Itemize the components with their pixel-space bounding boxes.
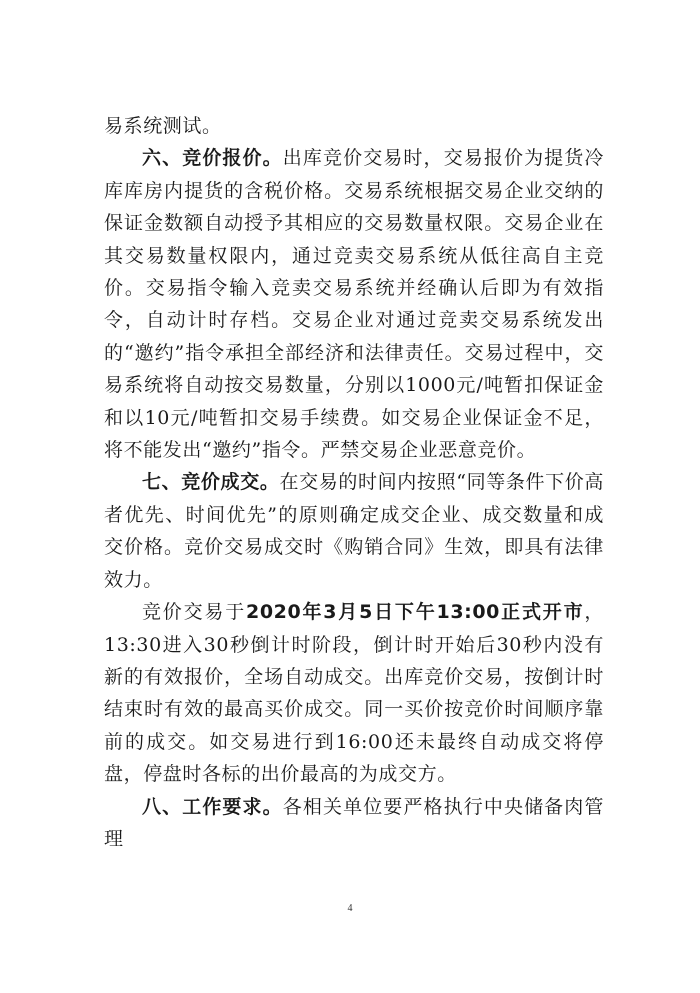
page-number: 4 [347, 903, 353, 914]
paragraph-text: 在交易的时间内按照“同等条件下价高者优先、时间优先”的原则确定成交企业、成交数量和成交价格。竞价交易成交时《购销合同》生效，即具有法律效力。 [104, 471, 604, 591]
paragraph-text: 各相关单位要严格执行中央储备肉管理 [104, 795, 604, 850]
paragraph-text: ，13:30进入30秒倒计时阶段，倒计时开始后30秒内没有新的有效报价，全场自动成交。出库竞价交易，按倒计时结束时有效的最高买价成交。同一买价按竞价时间顺序靠前的成交。如交易进行到16:00还未最终自动成交将停盘，停盘时各标的出价最高的为成交方。 [104, 601, 604, 786]
paragraph-text: 易系统测试。 [104, 115, 222, 137]
document-body [104, 110, 604, 855]
paragraph-text: 出库竞价交易时，交易报价为提货冷库库房内提货的含税价格。交易系统根据交易企业交纳的保证金数额自动授予其相应的交易数量权限。交易企业在其交易数量权限内，通过竞卖交易系统从低往高自主竞价。交易指令输入竞卖交易系统并经确认后即为有效指令，自动计时存档。交易企业对通过竞卖交易系统发出的“邀约”指令承担全部经济和法律责任。交易过程中，交易系统将自动按交易数量，分别以1000元/吨暂扣保证金和以10元/吨暂扣交易手续费。如交易企业保证金不足，将不能发出“邀约”指令。严禁交易企业恶意竞价。 [104, 147, 604, 462]
paragraph-lead-text: 竞价交易于 [142, 601, 246, 624]
paragraph-trading-schedule [104, 596, 604, 790]
paragraph-bidding-deal [104, 466, 604, 596]
section-heading-six: 六、竞价报价。 [142, 147, 283, 170]
paragraph-continuation [104, 110, 604, 142]
paragraph-work-requirements [104, 791, 604, 856]
paragraph-bidding-quote [104, 142, 604, 466]
section-heading-eight: 八、工作要求。 [142, 795, 283, 818]
section-heading-seven: 七、竞价成交。 [142, 471, 280, 494]
opening-time-highlight: 2020年3月5日下午13:00正式开市 [246, 601, 585, 624]
